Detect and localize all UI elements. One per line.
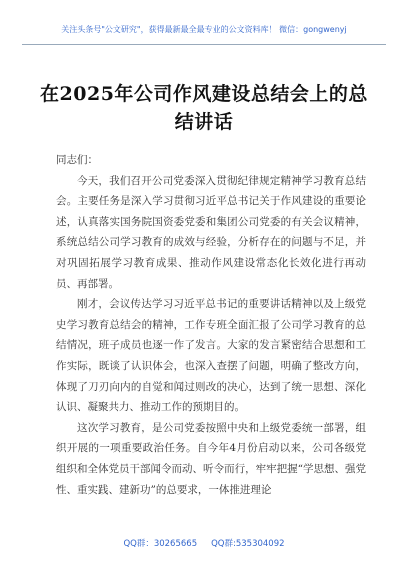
page-header xyxy=(22,20,386,45)
header-promo-text: 关注头条号"公文研究"，获得最新最全最专业的公文资料库！ 微信：gongwenyj xyxy=(61,25,347,34)
document-title: 在2025年公司作风建设总结会上的总结讲话 xyxy=(40,83,368,133)
document-body xyxy=(56,150,366,500)
paragraph-1: 今天，我们召开公司党委深入贯彻纪律规定精神学习教育总结会。主要任务是深入学习贯彻习近平总书记关于作风建设的重要论述，认真落实国务院国资委党委和集团公司党委的有关会议精神，系统总结公司学习教育的成效与经验，分析存在的问题与不足，并对巩固拓展学习教育成果、推动作风建设常态化长效化进行再动员、再部署。 xyxy=(56,174,366,290)
footer-qq-group-1: QQ群：30265665 xyxy=(123,539,198,549)
salutation: 同志们： xyxy=(56,154,98,166)
footer-qq-group-2: QQ群:535304092 xyxy=(211,539,285,549)
paragraph-3: 这次学习教育，是公司党委按照中央和上级党委统一部署，组织开展的一项重要政治任务。自今年4月份启动以来，公司各级党组织和全体党员干部闻令而动、听令而行，牢牢把握“学思想、强党性、重实践、建新功”的总要求，一体推进理论 xyxy=(56,421,366,496)
page-footer xyxy=(0,537,408,549)
paragraph-2: 刚才，会议传达学习习近平总书记的重要讲话精神以及上级党史学习教育总结会的精神，工作专班全面汇报了公司学习教育的总结情况，班子成员也逐一作了发言。大家的发言紧密结合思想和工作实际，既谈了认识体会，也深入查摆了问题，明确了整改方向，体现了刀刃向内的自觉和闻过则改的决心，达到了统一思想、深化认识、凝聚共力、推动工作的预期目的。 xyxy=(56,298,366,414)
